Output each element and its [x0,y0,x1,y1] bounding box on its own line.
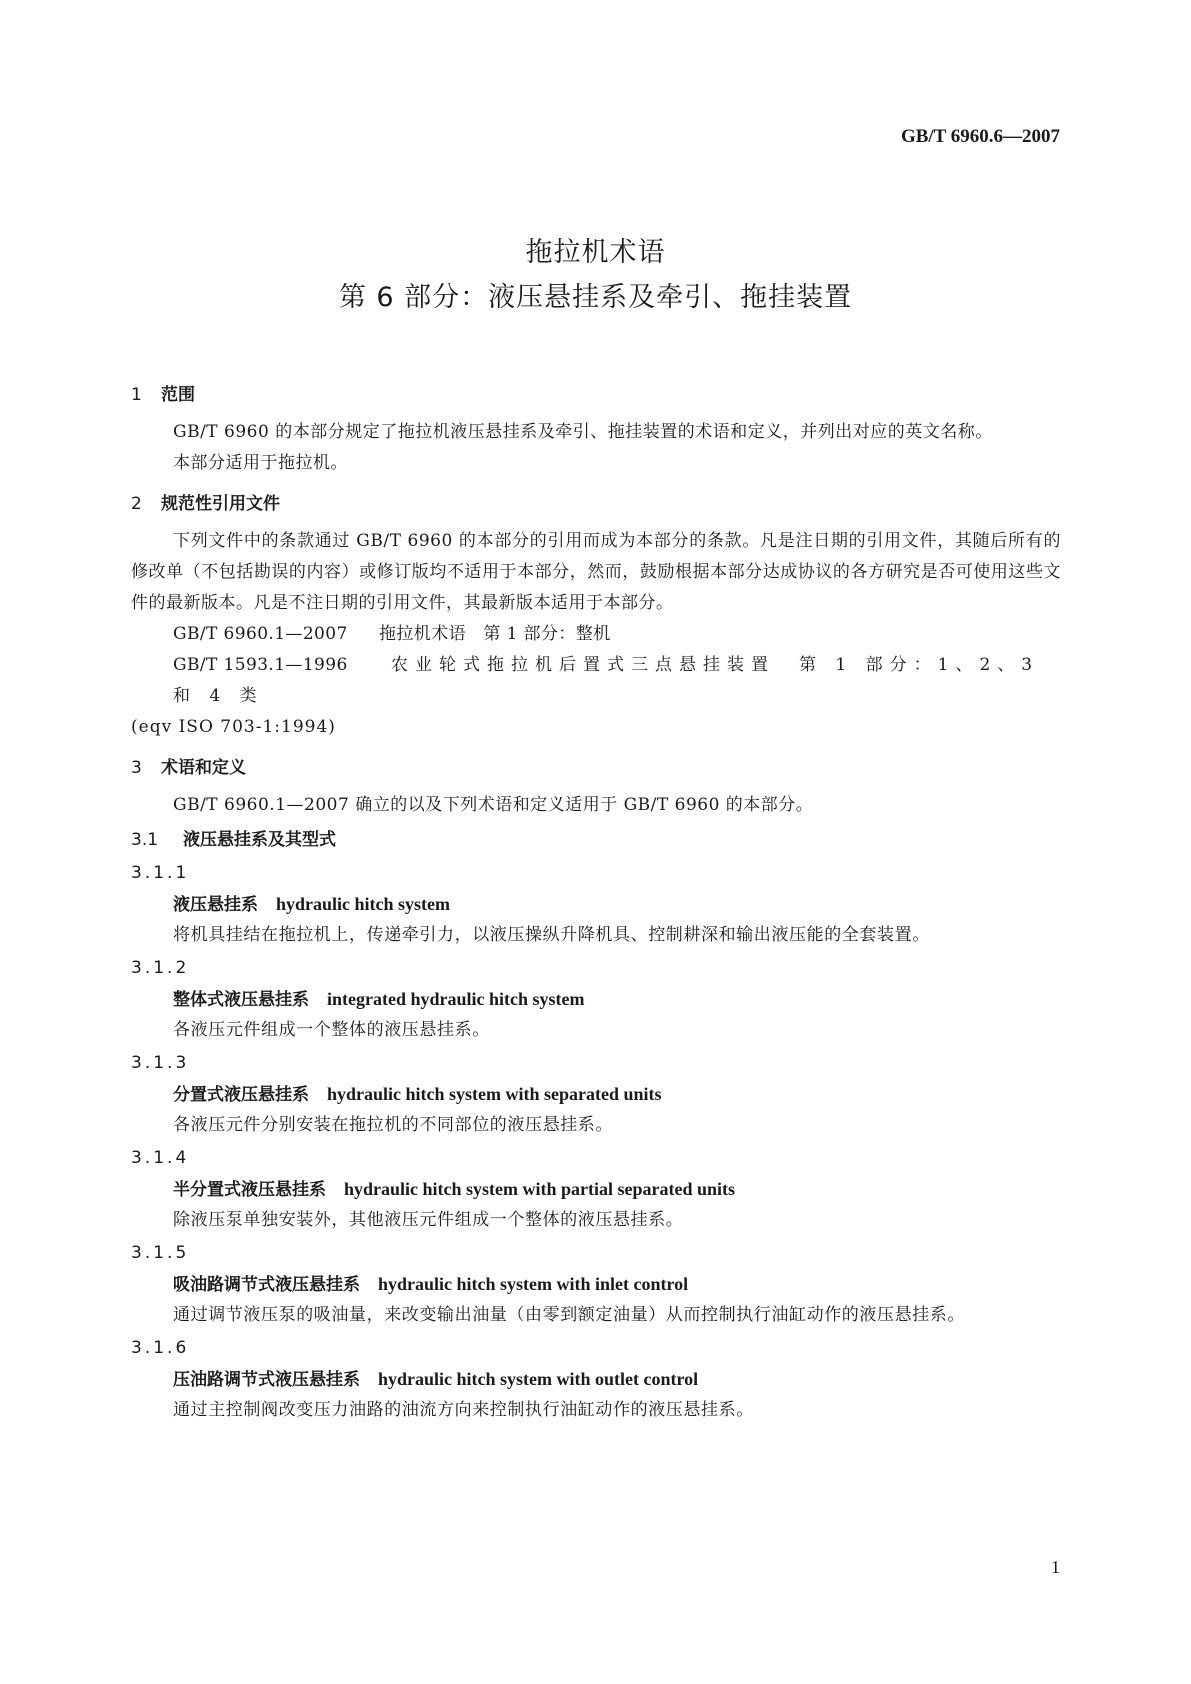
reference-code: GB/T 6960.1—2007 [173,624,348,644]
term-heading [131,1364,1061,1395]
term-chinese: 吸油路调节式液压悬挂系 [173,1275,360,1295]
document-body [131,376,1061,1426]
document-title: 拖拉机术语 [525,237,666,268]
standard-number: GB/T 6960.6—2007 [900,126,1060,147]
reference-equivalence: (eqv ISO 703-1:1994) [131,717,336,737]
term-number: 3.1.2 [131,958,190,978]
section-number: 2 [131,494,142,514]
reference-item [131,619,1061,650]
section-heading-scope [131,380,1061,411]
paragraph: 下列文件中的条款通过 GB/T 6960 的本部分的引用而成为本部分的条款。凡是注日期的引用文件，其随后所有的修改单（不包括勘误的内容）或修订版均不适用于本部分，然而，鼓励根据本部分达成协议的各方研究是否可使用这些文件的最新版本。凡是不注日期的引用文件，其最新版本适用于本部分。 [131,531,1061,613]
term-number: 3.1.4 [131,1148,190,1168]
document-subtitle: 第 6 部分：液压悬挂系及牵引、拖挂装置 [338,282,853,313]
paragraph: GB/T 6960.1—2007 确立的以及下列术语和定义适用于 GB/T 6960 的本部分。 [173,795,814,815]
section-number: 3 [131,758,142,778]
term-chinese: 分置式液压悬挂系 [173,1085,309,1105]
term-english: hydraulic hitch system with outlet control [378,1369,699,1389]
term-english: hydraulic hitch system with separated units [327,1084,662,1104]
term-definition: 将机具挂结在拖拉机上，传递牵引力，以液压操纵升降机具、控制耕深和输出液压能的全套装置。 [173,925,930,945]
section-title: 范围 [161,385,195,405]
term-number: 3.1.1 [131,863,190,883]
reference-title: 农业轮式拖拉机后置式三点悬挂装置 第 1 部分：1、2、3 和 4 类 [173,655,1040,706]
term-definition: 各液压元件组成一个整体的液压悬挂系。 [173,1020,490,1040]
term-heading [131,984,1061,1015]
term-definition: 各液压元件分别安装在拖拉机的不同部位的液压悬挂系。 [173,1115,613,1135]
term-english: integrated hydraulic hitch system [327,989,585,1009]
term-heading [131,1174,1061,1205]
term-definition: 除液压泵单独安装外，其他液压元件组成一个整体的液压悬挂系。 [173,1210,684,1230]
term-chinese: 液压悬挂系 [173,895,258,915]
section-heading-terms [131,753,1061,784]
term-english: hydraulic hitch system [276,894,451,914]
term-number: 3.1.6 [131,1338,190,1358]
term-english: hydraulic hitch system with partial separated units [344,1179,736,1199]
term-number: 3.1.3 [131,1053,190,1073]
term-heading [131,1079,1061,1110]
section-number: 1 [131,385,142,405]
term-chinese: 半分置式液压悬挂系 [173,1180,326,1200]
section-heading-references [131,489,1061,520]
reference-title: 拖拉机术语 第 1 部分：整机 [379,624,611,644]
term-definition: 通过主控制阀改变压力油路的油流方向来控制执行油缸动作的液压悬挂系。 [173,1400,754,1420]
term-heading [131,889,1061,920]
paragraph: 本部分适用于拖拉机。 [173,453,348,473]
subsection-number: 3.1 [131,830,159,850]
reference-code: GB/T 1593.1—1996 [173,655,348,675]
term-number: 3.1.5 [131,1243,190,1263]
subsection-heading [131,825,1061,856]
page-number: 1 [1051,1557,1060,1577]
subsection-title: 液压悬挂系及其型式 [183,830,336,850]
reference-item [131,650,1061,712]
term-chinese: 整体式液压悬挂系 [173,990,309,1010]
term-heading [131,1269,1061,1300]
term-definition: 通过调节液压泵的吸油量，来改变输出油量（由零到额定油量）从而控制执行油缸动作的液压悬挂系。 [173,1305,965,1325]
term-english: hydraulic hitch system with inlet control [378,1274,689,1294]
section-title: 规范性引用文件 [161,494,280,514]
term-chinese: 压油路调节式液压悬挂系 [173,1370,360,1390]
paragraph: GB/T 6960 的本部分规定了拖拉机液压悬挂系及牵引、拖挂装置的术语和定义，并列出对应的英文名称。 [173,422,993,442]
section-title: 术语和定义 [161,758,246,778]
